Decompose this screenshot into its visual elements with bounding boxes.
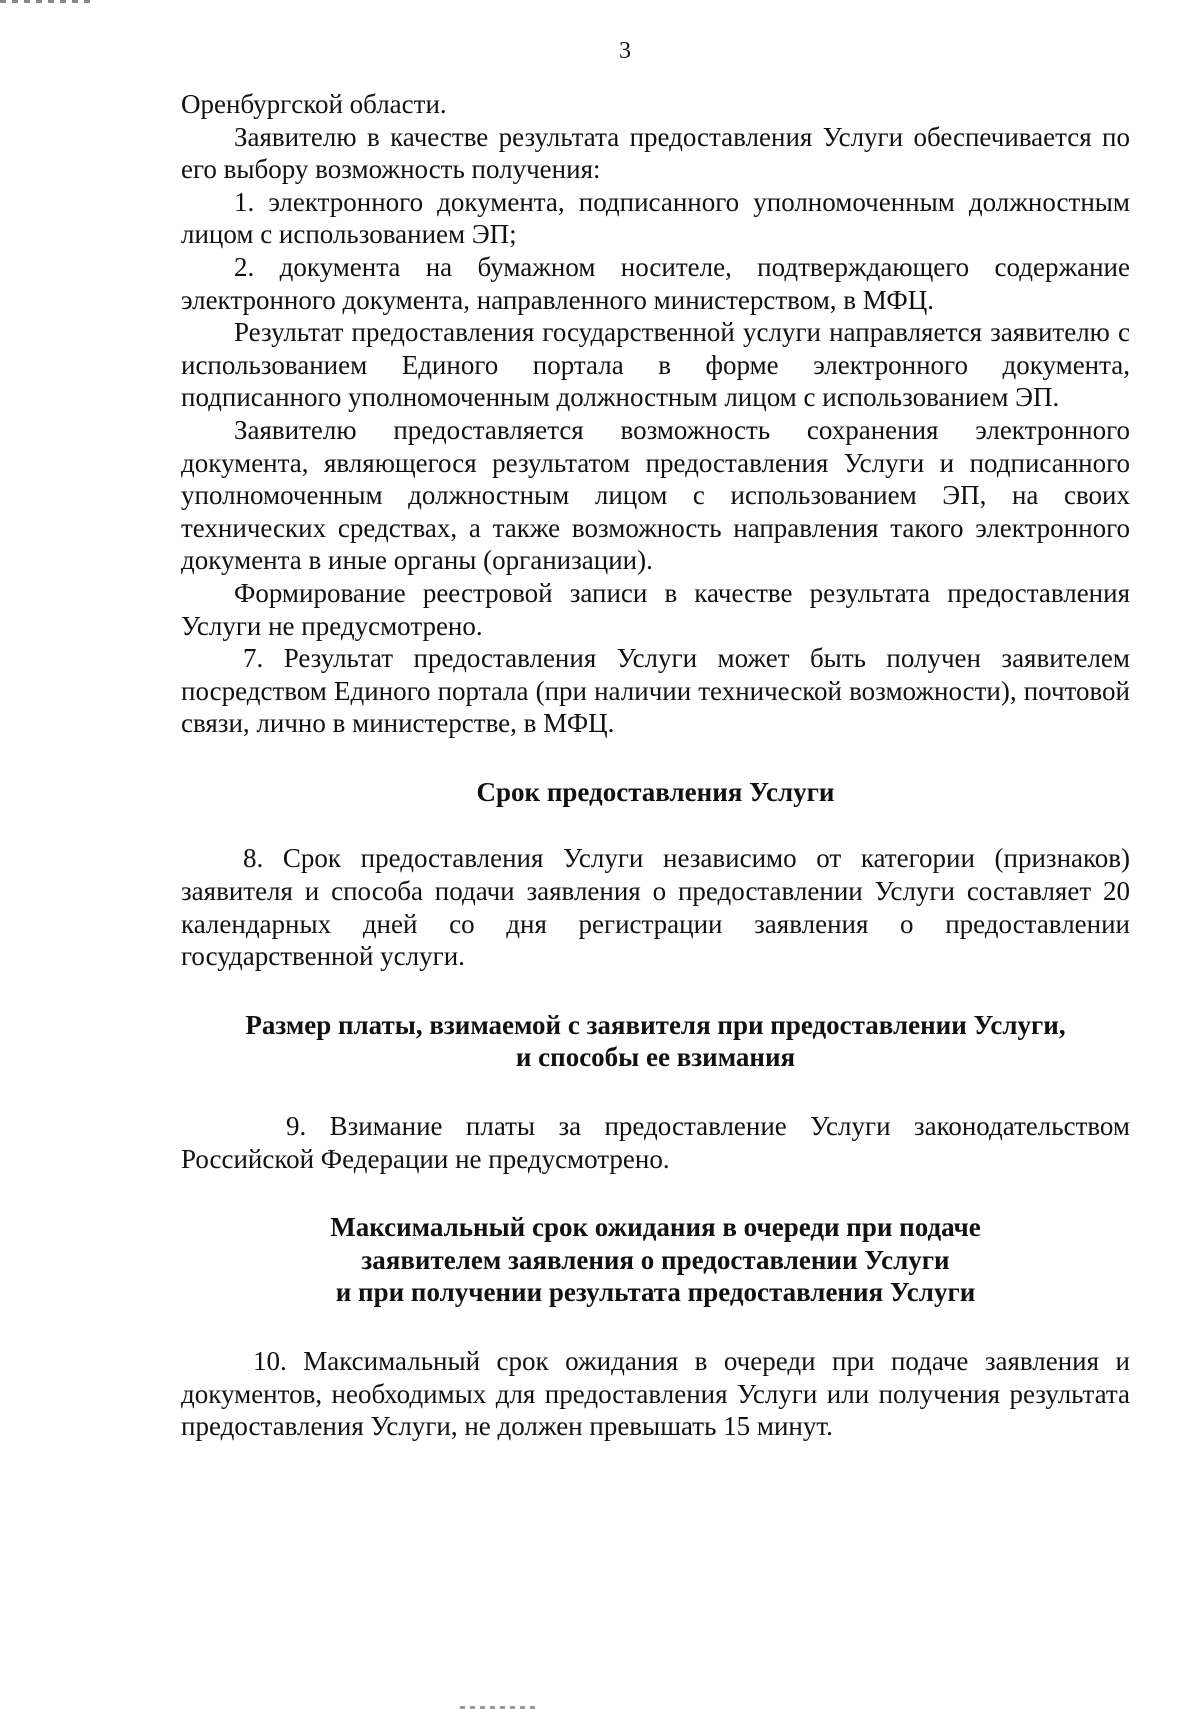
section-heading-queue-line-2: заявителем заявления о предоставлении Услуги: [361, 1244, 950, 1275]
list-item-paper-document: 2. документа на бумажном носителе, подтверждающего содержание электронного документа, направленного министерством, в МФЦ.: [181, 251, 1130, 315]
scan-artifact-top: [0, 0, 90, 3]
section-heading-term: Срок предоставления Услуги: [476, 776, 835, 807]
paragraph-item-7: 7. Результат предоставления Услуги может быть получен заявителем посредством Единого портала (при наличии технической возможности), почтовой связи, лично в министерстве, в МФЦ.: [181, 643, 1130, 739]
section-heading-fee-line-1: Размер платы, взимаемой с заявителя при предоставлении Услуги,: [245, 1009, 1066, 1040]
section-heading-queue-line-1: Максимальный срок ожидания в очереди при подаче: [330, 1212, 981, 1243]
paragraph-registry-record: Формирование реестровой записи в качестве результата предоставления Услуги не предусмотрено.: [181, 577, 1130, 641]
page-number: 3: [619, 38, 631, 64]
paragraph-item-9: 9. Взимание платы за предоставление Услуги законодательством Российской Федерации не предусмотрено.: [181, 1111, 1130, 1174]
paragraph-continuation: Оренбургской области.: [181, 89, 447, 119]
paragraph-result-via-portal: Результат предоставления государственной услуги направляется заявителю с использованием Единого портала в форме электронного документа, подписанного уполномоченным должностным лицом с использованием ЭП.: [181, 317, 1130, 413]
section-heading-fee: [181, 1009, 1130, 1074]
document-body: [181, 88, 1130, 1443]
section-heading-queue-line-3: и при получении результата предоставления Услуги: [335, 1277, 976, 1308]
section-heading-queue: [181, 1211, 1130, 1309]
paragraph-result-options: Заявителю в качестве результата предоставления Услуги обеспечивается по его выбору возможность получения:: [181, 121, 1130, 185]
list-item-electronic-document: 1. электронного документа, подписанного уполномоченным должностным лицом с использованием ЭП;: [181, 186, 1130, 250]
section-heading-fee-line-2: и способы ее взимания: [515, 1042, 796, 1073]
paragraph-item-8: 8. Срок предоставления Услуги независимо от категории (признаков) заявителя и способа подачи заявления о предоставлении Услуги составляет 20 календарных дней со дня регистрации заявления о предоставлении государственной услуги.: [181, 843, 1130, 972]
paragraph-save-document: Заявителю предоставляется возможность сохранения электронного документа, являющегося результатом предоставления Услуги и подписанного уполномоченным должностным лицом с использованием ЭП, на своих технических средствах, а также возможность направления такого электронного документа в иные органы (организации).: [181, 414, 1130, 576]
paragraph-item-10: 10. Максимальный срок ожидания в очереди при подаче заявления и документов, необходимых для предоставления Услуги или получения результата предоставления Услуги, не должен превышать 15 минут.: [181, 1346, 1130, 1442]
